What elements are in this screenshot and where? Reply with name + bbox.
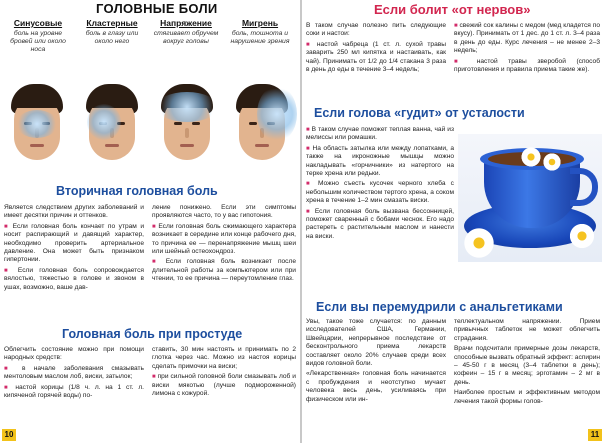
paragraph: теллектуальном напряжении. Прием привычных таблеток не может облегчить страдания. — [454, 318, 600, 342]
text-column — [454, 318, 600, 408]
right-page — [302, 0, 604, 443]
type-description: стягивает обручем вокруг головы — [153, 30, 219, 45]
left-page — [0, 0, 300, 443]
bullet-paragraph: ■ настой травы зверобой (способ приготовления и правила приема такие же). — [454, 58, 600, 75]
paragraph: Является следствием других заболеваний и имеет десятки причин и оттенков. — [4, 204, 144, 220]
paragraph: ставить, 30 мин настоять и принимать по 2 глотка через час. Можно из настоя корицы сделать примочки на виски; — [152, 346, 296, 370]
bullet-paragraph: ■ настой чабреца (1 ст. л. сухой травы заварить 250 мл кипятка и настаивать, как чай). Принимать от 1/2 до 1/4 стакана 3 раза в день до еды в течение 3–4 недель; — [306, 41, 446, 75]
bullet-paragraph: ■ На область затылка или между лопатками, а также на икроножные мышцы можно накладывать «горчичники» из натертого на терке хрена или редьки. — [306, 145, 454, 179]
paragraph: В таком случае полезно пить следующие соки и настои: — [306, 22, 446, 38]
type-sinus — [2, 18, 74, 54]
section-heading: Если вы перемудрили с анальгетиками — [316, 300, 563, 314]
text-column — [4, 346, 144, 402]
paragraph: Облегчить состояние можно при помощи народных средств: — [4, 346, 144, 362]
text-column — [306, 22, 446, 76]
text-column — [306, 318, 446, 406]
face-sinus-image — [2, 84, 72, 172]
bullet-paragraph: ■ Если головная боль сжимающего характера возникает в середине или конце рабочего дня, то причина ее — перенапряжение мышц шеи или шейный остеохондроз. — [152, 223, 296, 257]
bullet-paragraph: ■ Если головная боль сопровождается вялостью, тяжестью в голове и звоном в ушах, возможно, ваше дав- — [4, 267, 144, 292]
bullet-paragraph: ■ Если головная боль возникает после длительной работы за компьютером или при чтении, то ее причина — переутомление глаз. — [152, 258, 296, 283]
bullet-paragraph: ■ Если головная боль кончает по утрам и носит распирающий и давящий характер, необходимо проверить артериальное давление. Она может быть признаком гипертонии. — [4, 223, 144, 265]
type-name: Синусовые — [13, 18, 63, 28]
type-cluster — [76, 18, 148, 46]
text-column — [152, 346, 296, 400]
tea-cup-image — [458, 134, 602, 262]
bullet-paragraph: ■ свежий сок калины с медом (мед кладется по вкусу). Принимать от 1 дес. до 1 ст. л. 3–4 раза в день до еды. Курс лечения – не менее 2–3 недель; — [454, 22, 600, 56]
section-heading: Вторичная головная боль — [56, 184, 218, 198]
section-heading: Если болит «от нервов» — [374, 2, 531, 17]
page-number: 10 — [2, 429, 16, 441]
type-name: Кластерные — [86, 18, 138, 28]
text-column — [4, 204, 144, 294]
type-description: боль, тошнота и нарушение зрения — [230, 30, 290, 45]
type-migraine — [224, 18, 296, 46]
page-title: ГОЛОВНЫЕ БОЛИ — [96, 1, 218, 16]
face-cluster-image — [77, 84, 147, 172]
paragraph: «Лекарственная» головная боль начинается с пробуждения и неотступно мучает человека весь день, усиливаясь при физическом или ин- — [306, 370, 446, 403]
bullet-paragraph: ■ настой корицы (1/8 ч. л. на 1 ст. л. кипяченой горячей воды) по- — [4, 384, 144, 401]
text-column — [152, 204, 296, 286]
bullet-paragraph: ■ при сильной головной боли смазывать лоб и виски мякотью (лучше подмороженной) лимона с кожурой. — [152, 373, 296, 398]
paragraph: Наиболее простым и эффективным методом лечения такой формы голов- — [454, 389, 600, 405]
bullet-paragraph: ■ Если головная боль вызвана бессонницей, поможет сваренный с бобами чеснок. Его надо растереть с растительным маслом и нанести на виски. — [306, 208, 454, 242]
bullet-paragraph: ■ в начале заболевания смазывать ментоловым маслом лоб, виски, затылок; — [4, 365, 144, 382]
type-name: Мигрень — [241, 18, 279, 28]
paragraph: Увы, такое тоже случается: по данным исследователей США, Германии, Швейцарии, непрерывное последствие от бесконтрольного приема лекарств составляет около 20% случаев среди всех видов головной боли. — [306, 318, 446, 368]
paragraph: ление понижено. Если эти симптомы проявляются часто, то у вас гипотония. — [152, 204, 296, 220]
bullet-paragraph: ■ Можно съесть кусочек черного хлеба с небольшим количеством тертого хрена, а соком хрена в течение 1–2 мин смазать виски. — [306, 180, 454, 205]
face-tension-image — [152, 84, 222, 172]
type-tension — [150, 18, 222, 46]
section-heading: Если голова «гудит» от усталости — [314, 106, 525, 120]
type-description: боль на уровне бровей или около носа — [10, 30, 66, 53]
paragraph: Врачи подсчитали примерные дозы лекарств, способные вызвать обратный эффект: аспирин – 45-50 г в месяц (3–4 таблетки в день); кофеин – 15 г в месяц; эрготамин – 2 мг в день. — [454, 345, 601, 386]
page-number: 11 — [588, 429, 602, 441]
type-description: боль в глазу или около него — [85, 30, 139, 45]
type-name: Напряжение — [160, 18, 212, 28]
bullet-paragraph: ■ В таком случае поможет теплая ванна, чай из мелиссы или ромашки. — [306, 126, 454, 143]
text-column — [306, 126, 454, 243]
text-column — [454, 22, 600, 76]
section-heading: Головная боль при простуде — [62, 327, 243, 341]
face-migraine-image — [227, 84, 297, 172]
faces-illustration — [2, 84, 298, 172]
